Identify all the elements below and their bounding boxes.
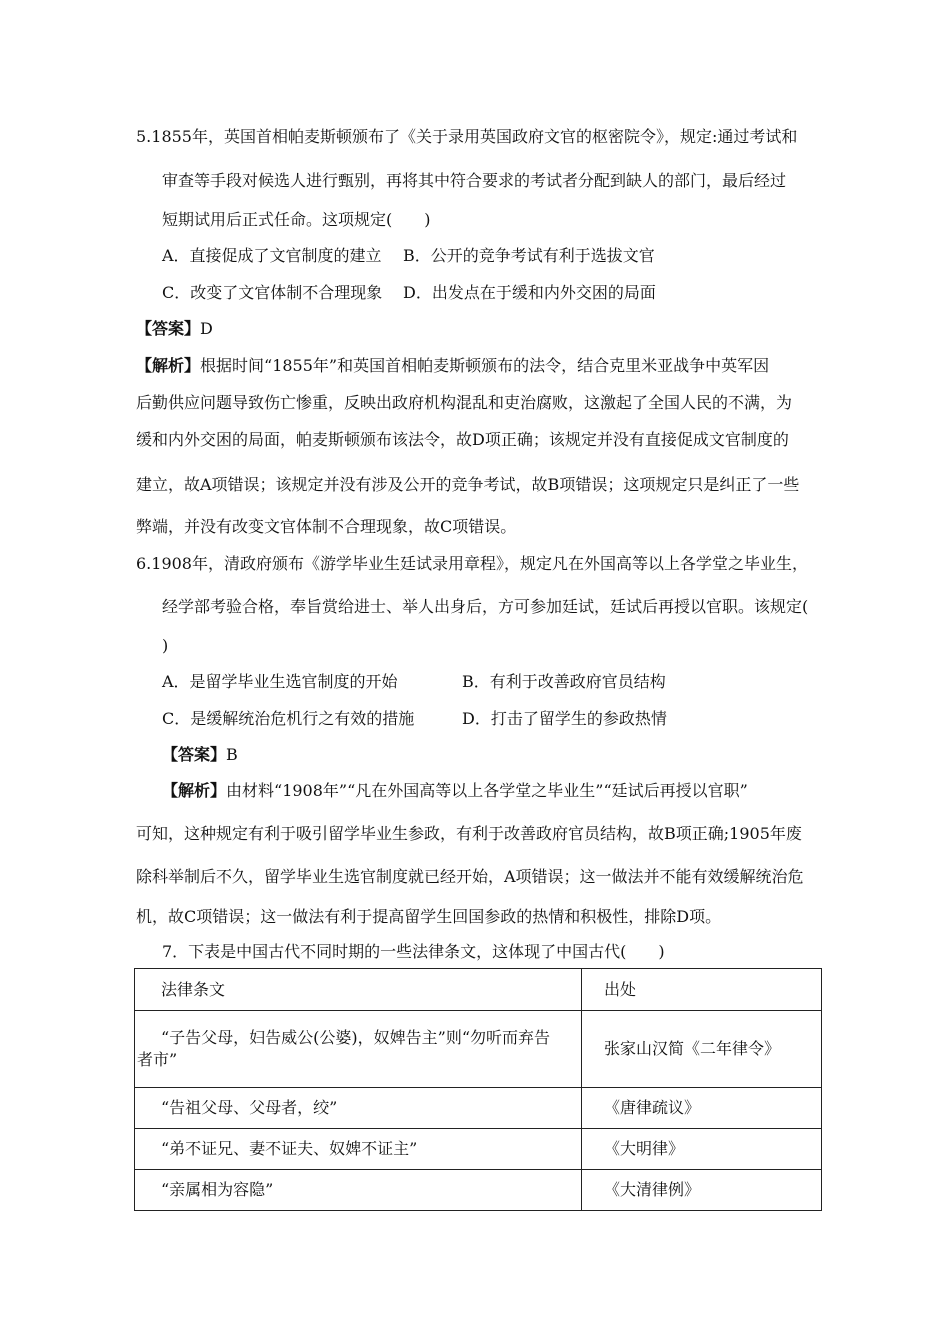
q6-option-c: C．是缓解统治危机行之有效的措施	[162, 709, 415, 728]
table-cell-law	[135, 1011, 582, 1088]
q5-answer-label: 【答案】	[136, 319, 201, 338]
q5-answer	[136, 318, 213, 340]
q5-analysis-line-5: 弊端，并没有改变文官体制不合理现象，故C项错误。	[136, 517, 517, 536]
q5-analysis-line-4: 建立，故A项错误；该规定并没有涉及公开的竞争考试，故B项错误；这项规定只是纠正了一些	[136, 475, 800, 494]
table-cell-source-text: 《大清律例》	[603, 1180, 700, 1199]
table-cell-source-text: 《唐律疏议》	[603, 1098, 700, 1117]
q6-analysis-label: 【解析】	[162, 781, 227, 800]
q5-option-d: D．出发点在于缓和内外交困的局面	[403, 283, 656, 302]
q5-answer-value: D	[200, 319, 213, 338]
q5-analysis-text-1: 根据时间“1855年”和英国首相帕麦斯顿颁布的法令，结合克里米亚战争中英军因	[200, 356, 770, 375]
q5-analysis-line-2: 后勤供应问题导致伤亡惨重，反映出政府机构混乱和吏治腐败，这激起了全国人民的不满，为	[136, 393, 793, 412]
q5-option-b: B．公开的竞争考试有利于选拔文官	[403, 246, 655, 265]
table-header-row	[135, 969, 822, 1011]
q5-analysis-line-3: 缓和内外交困的局面，帕麦斯顿颁布该法令，故D项正确；该规定并没有直接促成文官制度的	[136, 430, 789, 449]
q6-option-b: B．有利于改善政府官员结构	[462, 672, 666, 691]
table-cell-source	[581, 1011, 821, 1088]
q6-stem-line-3: )	[162, 636, 169, 655]
q5-stem-line-2: 审查等手段对候选人进行甄别，再将其中符合要求的考试者分配到缺人的部门，最后经过	[162, 171, 787, 190]
table-cell-source-text: 张家山汉简《二年律令》	[603, 1039, 780, 1058]
q5-analysis-line-1	[136, 355, 769, 377]
q6-analysis-line-4: 机，故C项错误；这一做法有利于提高留学生回国参政的热情和积极性，排除D项。	[136, 907, 722, 926]
table-cell-source	[581, 1088, 821, 1129]
table-row	[135, 1129, 822, 1170]
table-cell-law-text	[135, 1023, 581, 1075]
q5-analysis-label: 【解析】	[136, 356, 201, 375]
q5-option-a: A．直接促成了文官制度的建立	[162, 246, 382, 265]
table-header-cell-law	[135, 969, 582, 1011]
table-cell-law-text: “亲属相为容隐”	[161, 1180, 274, 1199]
q6-option-d: D．打击了留学生的参政热情	[462, 709, 667, 728]
q6-option-a: A．是留学毕业生选官制度的开始	[162, 672, 398, 691]
table-row	[135, 1011, 822, 1088]
law-table	[134, 968, 822, 1211]
table-cell-law-line-1: “子告父母，妇告威公(公婆)，奴婢告主”则“勿听而弃告	[161, 1028, 551, 1047]
q6-answer	[162, 744, 238, 766]
table-header-source: 出处	[603, 979, 636, 999]
table-row	[135, 1170, 822, 1211]
q6-analysis-line-2: 可知，这种规定有利于吸引留学毕业生参政，有利于改善政府官员结构，故B项正确;1905年废	[136, 824, 802, 843]
table-cell-law	[135, 1129, 582, 1170]
q5-stem-line-1: 5.1855年，英国首相帕麦斯顿颁布了《关于录用英国政府文官的枢密院令》，规定:通过考试和	[136, 127, 798, 146]
table-header-cell-source	[581, 969, 821, 1011]
table-cell-law-text: “告祖父母、父母者，绞”	[161, 1098, 338, 1117]
q5-stem-line-3: 短期试用后正式任命。这项规定( )	[162, 210, 431, 229]
q6-analysis-line-3: 除科举制后不久，留学毕业生选官制度就已经开始，A项错误；这一做法并不能有效缓解统治危	[136, 867, 804, 886]
q6-analysis-line-1	[162, 780, 748, 802]
table-cell-law-text: “弟不证兄、妻不证夫、奴婢不证主”	[161, 1139, 418, 1158]
table-cell-law-line-2: 者市”	[137, 1050, 178, 1069]
q6-stem-line-1: 6.1908年，清政府颁布《游学毕业生廷试录用章程》，规定凡在外国高等以上各学堂之毕业生，	[136, 554, 808, 573]
q6-answer-value: B	[226, 745, 238, 764]
table-cell-source	[581, 1170, 821, 1211]
table-cell-source	[581, 1129, 821, 1170]
q7-stem: 7．下表是中国古代不同时期的一些法律条文，这体现了中国古代( )	[162, 942, 665, 961]
q6-stem-line-2: 经学部考验合格，奉旨赏给进士、举人出身后，方可参加廷试，廷试后再授以官职。该规定(	[162, 597, 809, 616]
table-cell-law	[135, 1170, 582, 1211]
table-row	[135, 1088, 822, 1129]
table-header-law: 法律条文	[161, 979, 226, 999]
q5-option-c: C．改变了文官体制不合理现象	[162, 283, 383, 302]
q6-analysis-text-1: 由材料“1908年”“凡在外国高等以上各学堂之毕业生”“廷试后再授以官职”	[226, 781, 748, 800]
table-cell-law	[135, 1088, 582, 1129]
table-cell-source-text: 《大明律》	[603, 1139, 684, 1158]
q6-answer-label: 【答案】	[162, 745, 227, 764]
